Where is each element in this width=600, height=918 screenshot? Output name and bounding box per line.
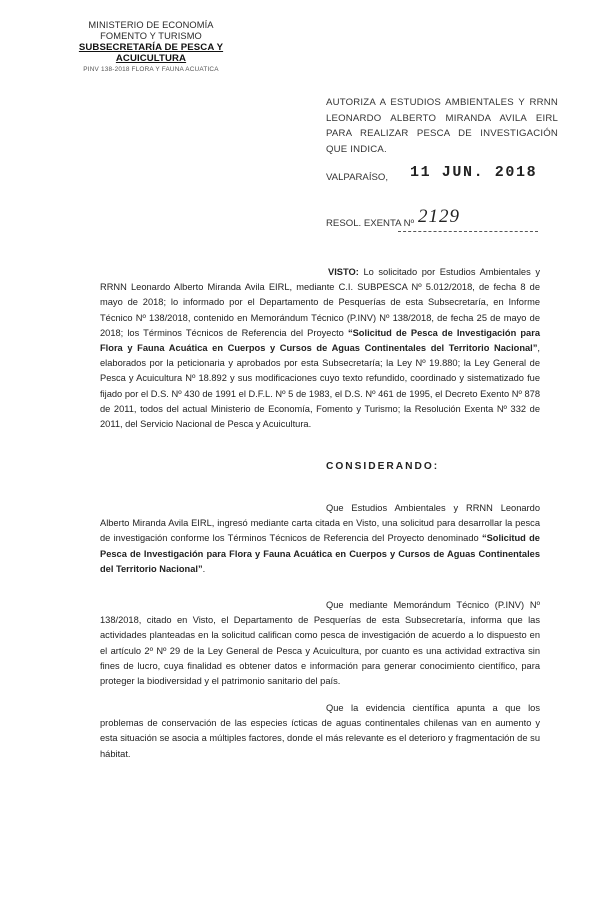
p2-text: Que mediante Memorándum Técnico (P.INV) Nº 138/2018, citado en Visto, el Departamento de Pesquerías de esta Subsecretaría, informa que las actividades planteadas en la solicitud califican como pesca de investigación de acuerdo a lo dispuesto en el artículo 2º Nº 29 de la Ley General de Pesca y Acuicultura, por cuanto es una actividad extractiva sin fines de lucro, cuya finalidad es obtener datos e información para generar conocimiento científico, para proteger la biodiversidad y el patrimonio sanitario del país. <box>100 600 540 687</box>
resolution-subject: AUTORIZA A ESTUDIOS AMBIENTALES Y RRNN LEONARDO ALBERTO MIRANDA AVILA EIRL PARA REALIZAR PESCA DE INVESTIGACIÓN QUE INDICA. <box>326 97 558 155</box>
p1-project-title: “Solicitud de Pesca de Investigación para Flora y Fauna Acuática en Cuerpos y Cursos de Aguas Continentales del Territorio Nacional” <box>100 533 540 574</box>
visto-label: VISTO: <box>328 267 359 277</box>
p1-text-1: Que Estudios Ambientales y RRNN Leonardo Alberto Miranda Avila EIRL, ingresó mediante carta citada en Visto, una solicitud para desarrollar la pesca de investigación conforme los Términos Técnicos de Referencia del Proyecto denominado <box>100 503 540 544</box>
file-reference: PINV 138-2018 FLORA Y FAUNA ACUATICA <box>83 66 219 73</box>
p1-text-2: . <box>202 563 206 574</box>
letterhead <box>46 20 256 75</box>
considerando-paragraph-3 <box>100 701 540 762</box>
resolution-label: RESOL. EXENTA Nº <box>326 218 415 229</box>
considerando-paragraph-2 <box>100 598 540 689</box>
date-stamp: 11 JUN. 2018 <box>410 164 538 181</box>
place-and-date <box>326 164 566 188</box>
p3-text: Que la evidencia científica apunta a que los problemas de conservación de las especies ícticas de aguas continentales chilenas van en aumento y esta situación se asocia a múltiples factores, donde el más relevante es el deterioro y fragmentación de su hábitat. <box>100 703 540 759</box>
visto-text-1: Lo solicitado por Estudios Ambientales y RRNN Leonardo Alberto Miranda Avila EIRL, mediante C.I. SUBPESCA Nº 5.012/2018, de fecha 8 de mayo de 2018; lo informado por el Departamento de Pesquerías de esta Subsecretaría, en Informe Técnico Nº 138/2018, contenido en Memorándum Técnico (P.INV) Nº 138/2018, de fecha 25 de mayo de 2018; los Términos Técnicos de Referencia del Proyecto <box>100 267 540 338</box>
considerando-paragraph-1 <box>100 501 540 577</box>
visto-project-title: “Solicitud de Pesca de Investigación para Flora y Fauna Acuática en Cuerpos y Cursos de Aguas Continentales del Territorio Nacional” <box>100 327 540 354</box>
ministry-name: MINISTERIO DE ECONOMÍA <box>88 20 214 30</box>
resolution-number: 2129 <box>418 206 460 227</box>
considerando-heading: CONSIDERANDO: <box>326 461 440 472</box>
visto-text-2: , elaborados por la peticionaria y aprobados por esta Subsecretaría; la Ley Nº 19.880; la Ley General de Pesca y Acuicultura Nº 18.892 y sus modificaciones cuyo texto refundido, coordinado y sistematizado fue fijado por el D.S. Nº 430 de 1991 el D.F.L. Nº 5 de 1983, el D.S. Nº 461 de 1995, el Decreto Exento Nº 878 de 2011, todos del actual Ministerio de Economía, Fomento y Turismo; la Resolución Exenta Nº 332 de 2011, del Servicio Nacional de Pesca y Acuicultura. <box>100 343 540 430</box>
resolution-number-block <box>326 206 566 232</box>
undersecretariat-name: SUBSECRETARÍA DE PESCA Y ACUICULTURA <box>78 42 224 64</box>
ministry-name-line2: FOMENTO Y TURISMO <box>100 31 202 41</box>
visto-paragraph <box>100 265 540 432</box>
place: VALPARAÍSO, <box>326 172 389 183</box>
signature-line <box>398 231 538 232</box>
